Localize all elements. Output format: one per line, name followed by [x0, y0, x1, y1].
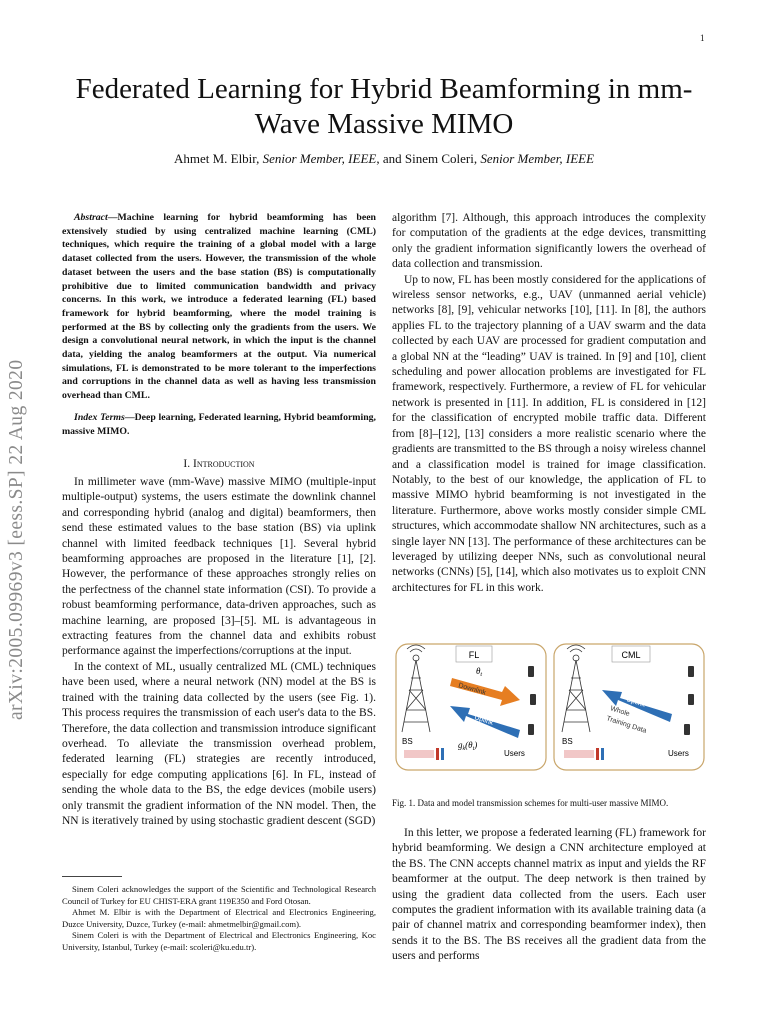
- cml-bs-label: BS: [562, 737, 573, 746]
- footnotes: [62, 884, 376, 953]
- fl-label: FL: [468, 650, 480, 660]
- cml-label: CML: [621, 650, 641, 660]
- phone-icon: [528, 666, 536, 735]
- footnote: Sinem Coleri is with the Department of Electrical and Electronics Engineering, Koc University, Istanbul, Turkey (e-mail: scoleri@ku.edu.tr).: [62, 930, 376, 952]
- figure-1-caption: Fig. 1. Data and model transmission schemes for multi-user massive MIMO.: [392, 798, 669, 808]
- figure-1: [392, 640, 708, 780]
- downlink-label: Downlink: [457, 682, 487, 697]
- figure-1-diagram: [392, 640, 708, 780]
- author-2-role: Senior Member, IEEE: [480, 151, 595, 166]
- fl-bs-label: BS: [402, 737, 413, 746]
- author-joiner: , and: [376, 151, 405, 166]
- author-1-name: Ahmet M. Elbir: [173, 151, 257, 166]
- section-heading-introduction: I. Introduction: [183, 458, 255, 470]
- gradient-symbol: $g_k(\theta_t)$: [458, 740, 478, 752]
- cml-whole-label: Whole: [609, 705, 631, 719]
- arxiv-identifier[interactable]: arXiv:2005.09969v3 [eess.SP] 22 Aug 2020: [6, 359, 27, 720]
- right-column-body: [392, 211, 706, 596]
- uplink-label: Uplink: [473, 714, 495, 727]
- index-terms-text: —Deep learning, Federated learning, Hybrid beamforming, massive MIMO.: [62, 411, 376, 437]
- bs-tower-icon: [402, 645, 430, 732]
- body-paragraph: In the context of ML, usually centralized ML (CML) techniques have been used, where a neural network (NN) model at the BS is trained with the training data collected by the users (see Fig. 1). This process requires the transmission of each user's data to the BS. Therefore, the data collection and transmission introduce significant overhead. To alleviate the transmission overhead problem, federated learning (FL) strategies are recently introduced, especially for edge computing applications [6]. In FL, instead of sending the whole data to the BS, the edge devices (mobile users) only transmit the gradient information of the NN model. Then, the NN is iteratively trained by using stochastic gradient descent (SGD): [62, 660, 376, 827]
- left-column-body: [62, 475, 376, 829]
- paper-title: Federated Learning for Hybrid Beamforming in mm-Wave Massive MIMO: [75, 73, 693, 140]
- right-column-body-2: [392, 826, 706, 965]
- index-terms-paragraph: [62, 411, 376, 438]
- cml-training-label: Training Data: [605, 715, 648, 735]
- fl-users-label: Users: [504, 749, 525, 758]
- page-number: 1: [700, 33, 705, 43]
- theta-symbol: $\theta_t$: [476, 666, 483, 678]
- abstract-label: Abstract: [74, 212, 108, 223]
- abstract-paragraph: [62, 211, 376, 403]
- author-2-name: Sinem Coleri: [404, 151, 474, 166]
- body-paragraph: algorithm [7]. Although, this approach introduces the complexity for computation of the gradients at the edge devices, transmitting only the gradient information significantly lowers the overhead of data collection and transmission.: [392, 212, 706, 271]
- index-terms-label: Index Terms: [74, 411, 125, 423]
- author-1-role: Senior Member, IEEE: [262, 151, 377, 166]
- author-line: Ahmet M. Elbir, Senior Member, IEEE, and Sinem Coleri, Senior Member, IEEE: [173, 151, 595, 166]
- phone-icon: [684, 666, 694, 735]
- body-paragraph: Up to now, FL has been mostly considered for the applications of wireless sensor networks, e.g., UAV (unmanned aerial vehicle) networks [8], [9], vehicular networks [10], [11]. In [8], the authors applies FL to the trajectory planning of a UAV swarm and the data collected by each UAV are processed for gradient computation and a global NN at the “leading” UAV is trained. In [9] and [10], client scheduling and power allocation problems are investigated for FL framework, respectively. Furthermore, a review of FL for vehicular network is presented in [11]. In addition, FL is considered in [12] for the classification of encrypted mobile traffic data. Different from [8]–[12], [13] considers a more realistic scenario where the gradients are transmitted to the BS through a noisy wireless channel and a classification model is trained for image classification. Notably, to the best of our knowledge, the application of FL to massive MIMO hybrid beamforming is not investigated in the literature. Furthermore, above works mostly consider simple CML structures, which accommodate shallow NN architectures, such as a single layer NN [13]. The performance of these architectures can be leveraged by utilizing deeper NNs, such as convolutional neural networks (CNNs) [5], [14], which also motivates us to exploit CNN architectures for FL in this work.: [392, 273, 706, 594]
- cml-users-label: Users: [668, 749, 689, 758]
- body-paragraph: In this letter, we propose a federated learning (FL) framework for hybrid beamforming. We design a CNN architecture employed at the BS. The CNN accepts channel matrix as input and yields the RF beamformer at the output. The deep network is then trained by using the gradient data collected from the users. Each user computes the gradient information with its available training data (a pair of channel matrix and corresponding beamformer index), then sends it to the BS. The BS receives all the gradient data from the users and performs: [392, 827, 706, 963]
- footnote: Ahmet M. Elbir is with the Department of Electrical and Electronics Engineering, Duzce University, Duzce, Turkey (e-mail: ahmetmelbir@gmail.com).: [62, 907, 376, 929]
- cml-uplink-label: Uplink: [625, 696, 647, 709]
- body-paragraph: In millimeter wave (mm-Wave) massive MIMO (multiple-input multiple-output) systems, the users estimate the downlink channel and corresponding hybrid (analog and digital) beamformers, then send these estimated values to the base station (BS) via uplink channel with limited feedback techniques [1]. Several hybrid beamforming approaches are proposed in the literature [1], [2]. However, the performance of these approaches strongly relies on the perfectness of the channel state information (CSI). To provide a robust beamforming performance, data-driven approaches, such as machine learning, are proposed [3]–[5]. ML is advantageous in extracting features from the channel data and exhibits robust performance against the imperfections/corruptions at the input.: [62, 476, 376, 658]
- abstract-block: [62, 211, 376, 438]
- bs-tower-icon: [562, 645, 590, 732]
- server-rack-icon: [404, 748, 444, 760]
- footnote: Sinem Coleri acknowledges the support of the Scientific and Technological Research Council of Turkey for EU CHIST-ERA grant 119E350 and Ford Otosan.: [62, 884, 376, 906]
- abstract-text: —Machine learning for hybrid beamforming has been extensively studied by using centralized machine learning (CML) techniques, which require the training of a global model with a large dataset collected from the users. However, the transmission of the whole dataset between the users and the base station (BS) is computationally prohibitive due to limited communication bandwidth and privacy concerns. In this work, we introduce a federated learning (FL) based framework for hybrid beamforming, where the model training is performed at the BS by collecting only the gradients from the users. We design a convolutional neural network, in which the input is the channel data, yielding the analog beamformers at the output. Via numerical simulations, FL is demonstrated to be more tolerant to the imperfections and corruptions in the channel data as well as having less transmission overhead than CML.: [62, 212, 376, 402]
- server-rack-icon: [564, 748, 604, 760]
- footnote-rule: [62, 876, 122, 877]
